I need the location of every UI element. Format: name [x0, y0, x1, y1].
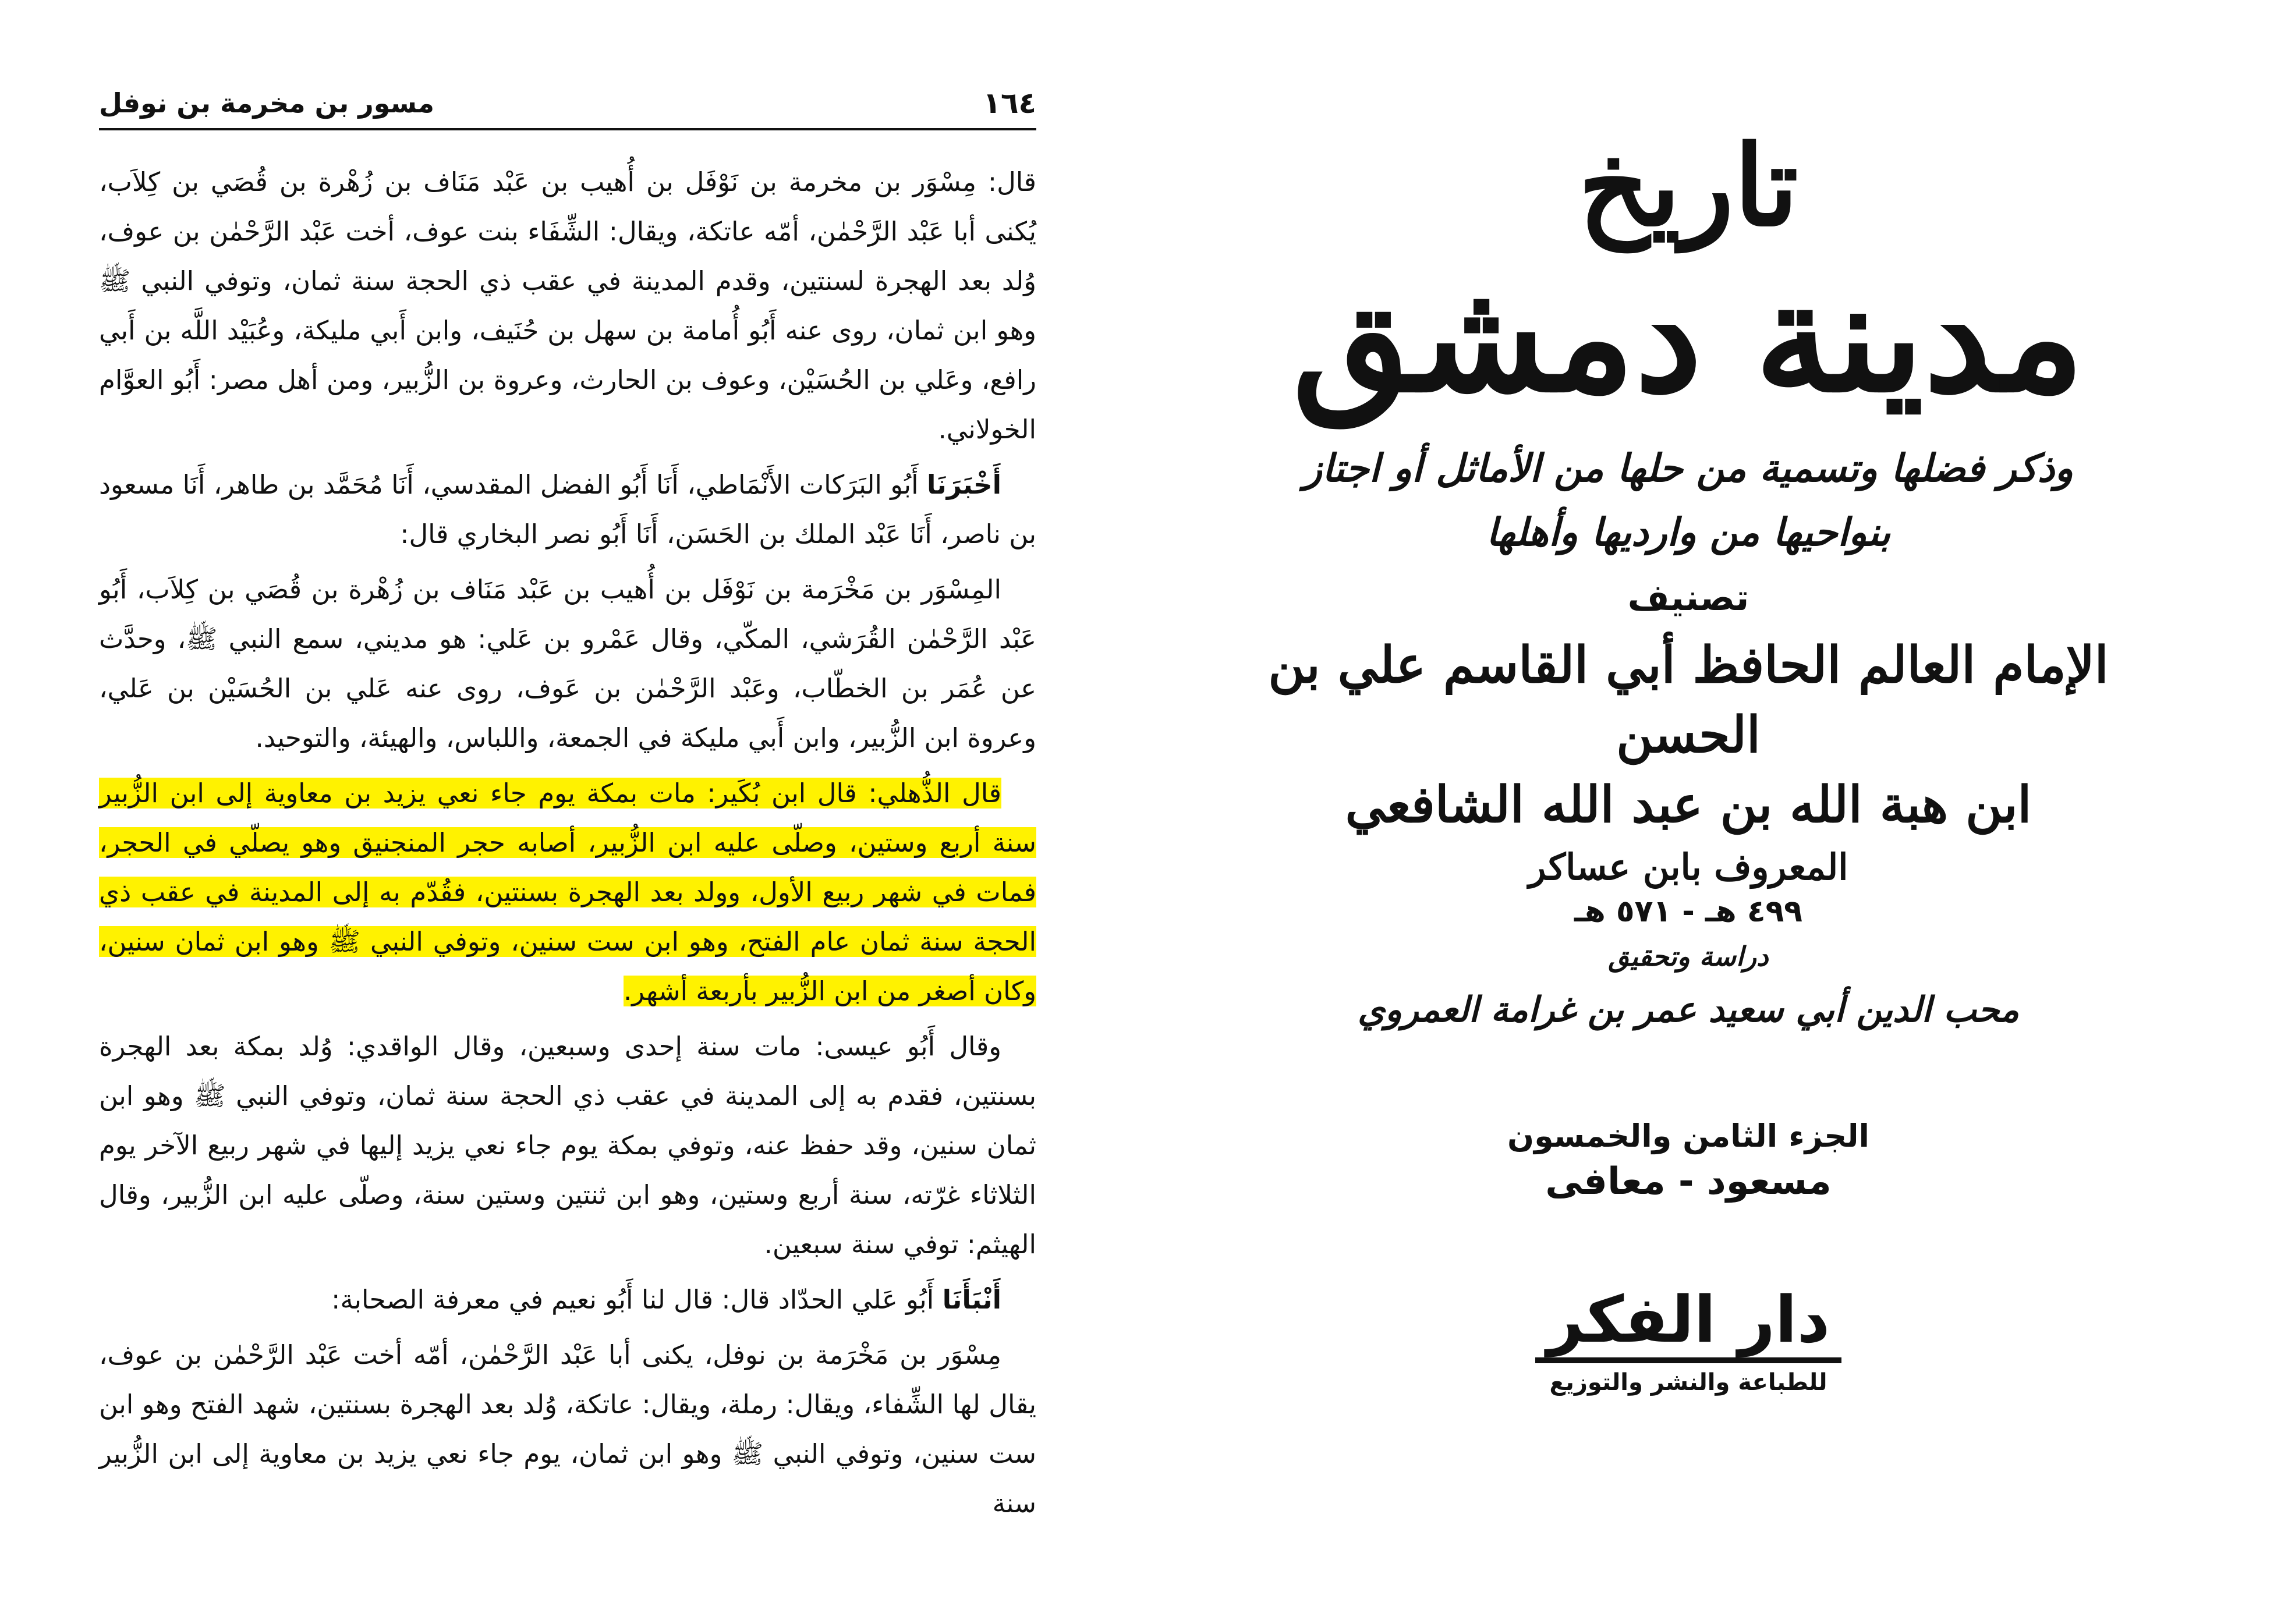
book-title: تاريخ مدينة دمشق: [1292, 121, 2085, 426]
author-name: الإمام العالم الحافظ أبي القاسم علي بن الحسن ابن هبة الله بن عبد الله الشافعي: [1268, 636, 2109, 834]
highlighted-paragraph: [99, 768, 1036, 1016]
author-years: ٤٩٩ هـ - ٥٧١ هـ: [1574, 894, 1803, 929]
paragraph: أَنْبَأَنَا أَبُو عَلي الحدّاد قال: قال لنا أَبُو نعيم في معرفة الصحابة:: [331, 1284, 1001, 1315]
page-number: ١٦٤: [983, 86, 1036, 120]
isnad-lead: أَخْبَرَنَا: [926, 469, 1001, 500]
isnad-lead: أَنْبَأَنَا: [942, 1284, 1001, 1315]
volume-range: مسعود - معافى: [1545, 1160, 1832, 1203]
paragraph: قال: مِسْوَر بن مخرمة بن نَوْفَل بن أُهيب بن عَبْد مَنَاف بن زُهْرة بن قُصَي بن كِلاَب، يُكنى أبا عَبْد الرَّحْمٰن، أمّه عاتكة، ويقال: الشِّفَاء بنت عوف، أخت عَبْد الرَّحْمٰن بن عوف، وُلد بعد الهجرة لسنتين، وقدم المدينة في عقب ذي الحجة سنة ثمان، وتوفي النبي ﷺ وهو ابن ثمان، روى عنه أَبُو أُمامة بن سهل بن حُنَيف، وابن أَبي مليكة، وعُبَيْد اللَّه بن أَبي رافع، وعَلي بن الحُسَيْن، وعوف بن الحارث، وعروة بن الزُّبير، ومن أهل مصر: أَبُو العوَّام الخولاني.: [99, 166, 1036, 445]
book-subtitle: وذكر فضلها وتسمية من حلها من الأماثل أو اجتاز بنواحيها من وارديها وأهلها: [1303, 446, 2074, 555]
editor-name: محب الدين أبي سعيد عمر بن غرامة العمروي: [1357, 990, 2020, 1030]
paragraph: وقال أَبُو عيسى: مات سنة إحدى وسبعين، وقال الواقدي: وُلد بمكة بعد الهجرة بسنتين، فقدم به إلى المدينة في عقب ذي الحجة سنة ثمان، وتوفي النبي ﷺ وهو ابن ثمان سنين، وقد حفظ عنه، وتوفي بمكة يوم جاء نعي يزيد إليها في شهر ربيع الآخر يوم الثلاثاء غرّته، سنة أربع وستين، وهو ابن ثنتين وستين سنة، وصلّى عليه ابن الزُّبير، وقال الهيثم: توفي سنة سبعين.: [99, 1031, 1036, 1260]
publisher-tagline: للطباعة والنشر والتوزيع: [1549, 1369, 1827, 1396]
paragraph: أَخْبَرَنَا أَبُو البَرَكات الأَنْمَاطي، أَنَا أَبُو الفضل المقدسي، أَنَا مُحَمَّد بن طاهر، أَنَا مسعود بن ناصر، أَنَا عَبْد الملك بن الحَسَن، أَنَا أَبُو نصر البخاري قال:: [99, 469, 1036, 549]
highlight: قال الذُّهلي: قال ابن بُكَير: مات بمكة يوم جاء نعي يزيد بن معاوية إلى ابن الزُّبير سنة أربع وستين، وصلّى عليه ابن الزُّبير، أصابه حجر المنجنيق وهو يصلّي في الحجر، فمات في شهر ربيع الأول، وولد بعد الهجرة بسنتين، فقُدّم به إلى المدينة في عقب ذي الحجة سنة ثمان عام الفتح، وهو ابن ست سنين، وتوفي النبي ﷺ وهو ابن ثمان سنين، وكان أصغر من ابن الزُّبير بأربعة أشهر.: [99, 778, 1036, 1006]
paragraph: المِسْوَر بن مَخْرَمة بن نَوْفَل بن أُهيب بن عَبْد مَنَاف بن زُهْرة بن قُصَي بن كِلاَب، أَبُو عَبْد الرَّحْمٰن القُرَشي، المكّي، وقال عَمْرو بن عَلي: هو مديني، سمع النبي ﷺ، وحدَّث عن عُمَر بن الخطّاب، وعَبْد الرَّحْمٰن بن عَوف، روى عنه عَلي بن الحُسَيْن بن عَلي، وعروة ابن الزُّبير، وابن أَبي مليكة في الجمعة، واللباس، والهيئة، والتوحيد.: [99, 574, 1036, 753]
title-page: [1193, 87, 2183, 1577]
publisher: [1193, 1282, 2183, 1396]
running-head: [99, 76, 1036, 130]
composition-label: تصنيف: [1627, 576, 1749, 619]
paragraph: مِسْوَر بن مَخْرَمة بن نوفل، يكنى أبا عَبْد الرَّحْمٰن، أمّه أخت عَبْد الرَّحْمٰن بن عوف، يقال لها الشِّفاء، ويقال: رملة، ويقال: عاتكة، وُلد بعد الهجرة بسنتين، شهد الفتح وهو ابن ست سنين، وتوفي النبي ﷺ وهو ابن ثمان، يوم جاء نعي يزيد بن معاوية إلى ابن الزُّبير سنة: [99, 1339, 1036, 1519]
running-title: مسور بن مخرمة بن نوفل: [99, 87, 434, 119]
author-known-as: المعروف بابن عساكر: [1528, 846, 1848, 888]
publisher-logo: دار الفكر: [1535, 1285, 1841, 1363]
body-text: [99, 157, 1036, 1534]
text-page: [99, 76, 1036, 1589]
study-label: دراسة وتحقيق: [1608, 941, 1769, 972]
volume-label: الجزء الثامن والخمسون: [1507, 1118, 1869, 1154]
